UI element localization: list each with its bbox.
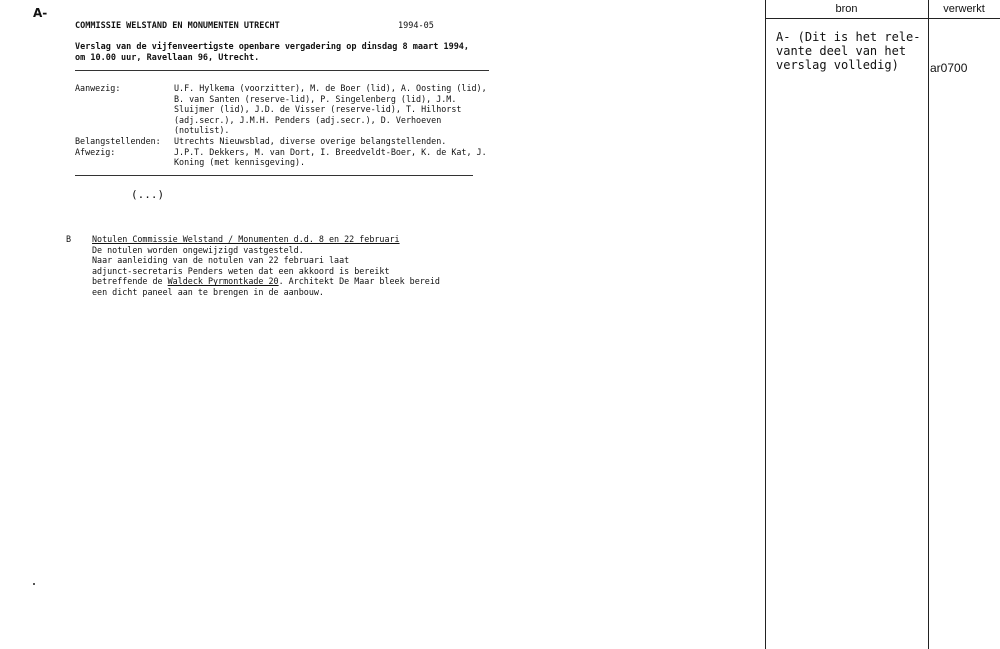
attendance-value: Utrechts Nieuwsblad, diverse overige belangstellenden. (174, 135, 447, 146)
panel-left-border (765, 0, 766, 649)
bron-line: vante deel van het (776, 44, 907, 58)
header-divider (75, 70, 489, 71)
attendance-value: U.F. Hylkema (voorzitter), M. de Boer (lid), A. Oosting (lid), B. van Santen (reserve-lid), P. Singelenberg (lid), J.M. Sluijmer (lid), J.D. de Visser (reserve-lid), T. Hilhorst (adj.secr.), J.M.H. Penders (adj.secr.), D. Verhoeven (notulist). (174, 83, 487, 136)
section-line: De notulen worden ongewijzigd vastgesteld. (92, 244, 304, 255)
minutes-section (92, 234, 440, 298)
committee-title: COMMISSIE WELSTAND EN MONUMENTEN UTRECHT (75, 21, 280, 31)
attendance-label: Belangstellenden: (75, 135, 161, 146)
attendance-label: Aanwezig: (75, 83, 121, 93)
report-subtitle-line2: om 10.00 uur, Ravellaan 96, Utrecht. (75, 53, 260, 63)
bron-line: A- (Dit is het rele- (776, 30, 921, 44)
address-reference: Waldeck Pyrmontkade 20 (167, 276, 279, 287)
section-title: Notulen Commissie Welstand / Monumenten d.d. 8 en 22 februari (92, 234, 400, 244)
panel-header-divider (765, 18, 1000, 19)
attendance-absent (75, 147, 494, 168)
panel-column-divider (928, 0, 929, 649)
scan-speck (33, 583, 35, 585)
section-line: adjunct-secretaris Penders weten dat een akkoord is bereikt (92, 265, 390, 276)
attendance-interested (75, 136, 494, 147)
attendance-divider (75, 175, 473, 176)
section-letter: B (66, 234, 72, 244)
bron-line: verslag volledig) (776, 58, 899, 72)
omission-ellipsis: (...) (131, 188, 165, 201)
verwerkt-header: verwerkt (943, 3, 985, 15)
bron-note (776, 30, 921, 72)
attendance-present (75, 83, 494, 136)
report-number: 1994-05 (398, 21, 434, 31)
bron-header: bron (835, 3, 858, 15)
attendance-list (75, 83, 494, 168)
section-line (92, 276, 440, 287)
section-line: een dicht paneel aan te brengen in de aanbouw. (92, 286, 324, 297)
attendance-value: J.P.T. Dekkers, M. van Dort, I. Breedveldt-Boer, K. de Kat, J. Koning (met kennisgeving). (174, 146, 487, 168)
section-text: . Architekt De Maar bleek bereid (278, 276, 440, 287)
report-subtitle-line1: Verslag van de vijfenveertigste openbare vergadering op dinsdag 8 maart 1994, (75, 42, 470, 52)
attendance-label: Afwezig: (75, 146, 116, 157)
section-line: Naar aanleiding van de notulen van 22 februari laat (92, 255, 350, 266)
verwerkt-value: ar0700 (930, 61, 968, 75)
section-text: betreffende de (92, 276, 168, 287)
document-mark: A- (33, 6, 48, 20)
